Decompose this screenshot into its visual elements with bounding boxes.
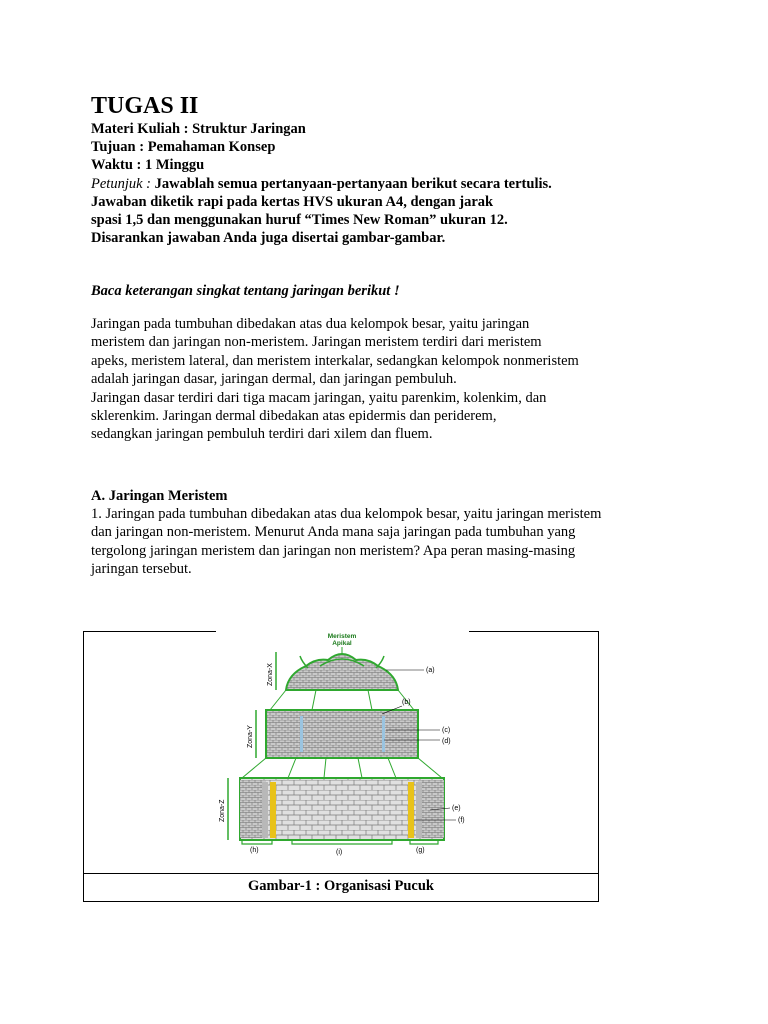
petunjuk-text-4: Disarankan jawaban Anda juga disertai gambar-gambar. [91,230,446,247]
paragraph-line: apeks, meristem lateral, dan meristem interkalar, sedangkan kelompok nonmeristem [91,352,579,369]
apikal-label: Apikal [332,640,352,647]
paragraph-line: sedangkan jaringan pembuluh terdiri dari xilem dan fluem. [91,426,433,443]
question-1 [91,505,601,579]
label-h: (h) [250,847,259,854]
paragraph-line: Jaringan pada tumbuhan dibedakan atas dua kelompok besar, yaitu jaringan [91,316,530,332]
zone-y-z-connectors [242,758,442,778]
petunjuk-text-1: Jawablah semua pertanyaan-pertanyaan berikut secara tertulis. [154,175,552,192]
label-d: (d) [442,738,451,745]
figure-caption: Gambar-1 : Organisasi Pucuk [248,878,434,894]
tujuan-line: Tujuan : Pemahaman Konsep [91,139,276,156]
waktu-line: Waktu : 1 Minggu [91,157,205,174]
zone-x-apex [286,654,398,690]
paragraph-line: Jaringan dasar terdiri dari tiga macam jaringan, yaitu parenkim, kolenkim, dan [91,389,547,406]
petunjuk-text-3: spasi 1,5 dan menggunakan huruf “Times New Roman” ukuran 12. [91,212,508,229]
zone-x-label: Zona-X [267,663,274,686]
paragraph-line: sklerenkim. Jaringan dermal dibedakan atas epidermis dan periderem, [91,408,497,425]
question-line: jaringan tersebut. [91,561,192,578]
zone-x-y-connectors [270,690,414,710]
question-line: 1. Jaringan pada tumbuhan dibedakan atas dua kelompok besar, yaitu jaringan meristem [91,506,602,522]
label-c: (c) [442,727,451,734]
label-f: (f) [458,817,465,824]
petunjuk-line [91,175,691,193]
petunjuk-text-2: Jawaban diketik rapi pada kertas HVS ukuran A4, dengan jarak [91,193,494,210]
label-i: (i) [336,849,343,856]
intro-instruction: Baca keterangan singkat tentang jaringan berikut ! [91,283,400,299]
zone-y-label: Zona-Y [247,725,254,748]
question-line: tergolong jaringan meristem dan jaringan non meristem? Apa peran masing-masing [91,542,576,559]
meristem-label: Meristem [327,633,357,640]
zone-z-label: Zona-Z [219,799,226,822]
figure-table [83,631,599,902]
assignment-details [91,120,691,247]
petunjuk-separator: : [142,175,155,192]
materi-line: Materi Kuliah : Struktur Jaringan [91,121,306,137]
diagram-svg [216,630,469,864]
zone-z-block [240,778,444,840]
label-e: (e) [452,805,461,812]
zone-y-block [266,710,418,758]
shoot-organization-diagram [216,630,469,864]
petunjuk-label: Petunjuk [91,175,143,192]
question-line: dan jaringan non-meristem. Menurut Anda mana saja jaringan pada tumbuhan yang [91,524,576,541]
description-paragraph [91,315,579,444]
label-g: (g) [416,847,425,854]
label-a: (a) [426,667,435,674]
paragraph-line: adalah jaringan dasar, jaringan dermal, dan jaringan pembuluh. [91,371,457,388]
label-b: (b) [402,699,411,706]
table-row-divider [84,873,598,874]
paragraph-line: meristem dan jaringan non-meristem. Jaringan meristem terdiri dari meristem [91,334,542,351]
page-title: TUGAS II [91,93,199,119]
section-heading-meristem: A. Jaringan Meristem [91,488,228,504]
